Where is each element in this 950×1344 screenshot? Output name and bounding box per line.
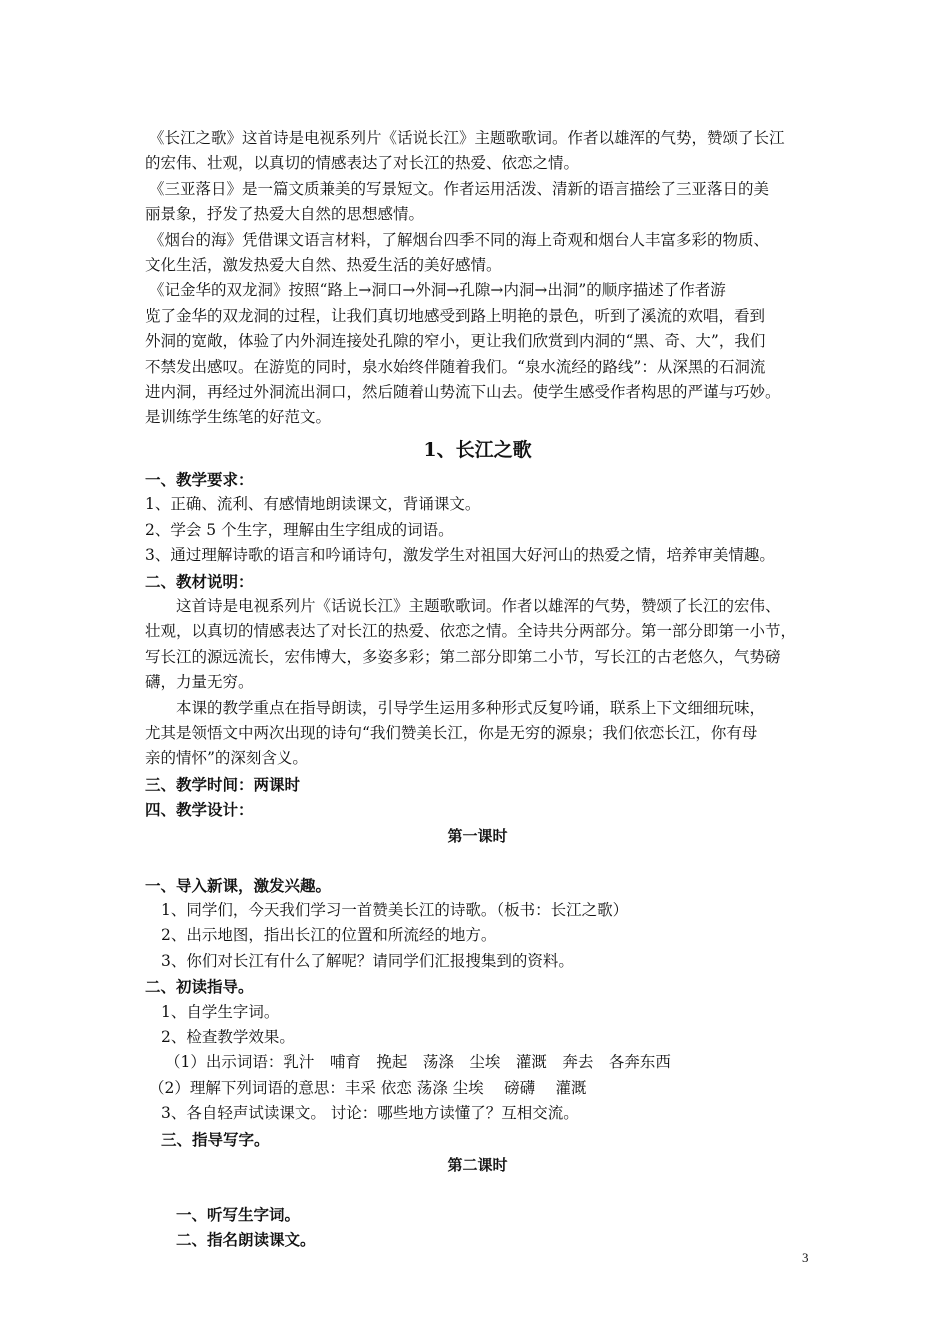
body_c-line: 二、指名朗读课文。 xyxy=(176,1230,316,1250)
body_b-line: 2、出示地图，指出长江的位置和所流经的地方。 xyxy=(161,926,497,945)
section-requirements-and-design xyxy=(145,467,810,823)
page-content xyxy=(145,126,810,1253)
body_a-line: 2、学会 5 个生字，理解由生字组成的词语。 xyxy=(145,520,454,539)
intro-line: 丽景象，抒发了热爱大自然的思想感情。 xyxy=(145,205,425,224)
body_b-line: 2、检查教学效果。 xyxy=(161,1028,295,1046)
body_a-line: 二、教材说明： xyxy=(145,571,254,591)
body_b-line: 1、自学生字词。 xyxy=(161,1002,280,1021)
body_b-line: （2）理解下列词语的意思：丰采 依恋 荡涤 尘埃 磅礴 灌溉 xyxy=(149,1078,587,1097)
intro-line: 文化生活，激发热爱大自然、热爱生活的美好感情。 xyxy=(145,256,502,275)
body_a-line: 写长江的源远流长，宏伟博大，多姿多彩；第二部分即第二小节，写长江的古老悠久，气势磅 xyxy=(145,647,781,666)
body_a-line: 尤其是领悟文中两次出现的诗句“我们赞美长江，你是无穷的源泉；我们依恋长江，你有母 xyxy=(145,723,758,742)
period-2-title: 第二课时 xyxy=(447,1156,508,1175)
body_b-line: 3、你们对长江有什么了解呢？请同学们汇报搜集到的资料。 xyxy=(161,951,574,970)
body_b-line: 1、同学们，今天我们学习一首赞美长江的诗歌。（板书：长江之歌） xyxy=(161,900,629,919)
period-1-title: 第一课时 xyxy=(447,826,508,845)
intro-line: 不禁发出感叹。在游览的同时，泉水始终伴随着我们。“泉水流经的路线”：从深黑的石洞流 xyxy=(145,357,766,376)
body_b-line: 3、各自轻声试读课文。 讨论：哪些地方读懂了？互相交流。 xyxy=(161,1104,579,1123)
body_a-line: 四、教学设计： xyxy=(145,800,254,820)
page-number: 3 xyxy=(802,1250,809,1265)
intro-line: 外洞的宽敞，体验了内外洞连接处孔隙的窄小，更让我们欣赏到内洞的“黑、奇、大”，我们 xyxy=(145,332,766,351)
spacer xyxy=(145,1178,810,1202)
body_a-line: 三、教学时间：两课时 xyxy=(145,774,301,794)
body_a-line: 亲的情怀”的深刻含义。 xyxy=(145,749,308,768)
body_b-line: 三、指导写字。 xyxy=(161,1129,270,1149)
intro-line: 览了金华的双龙洞的过程，让我们真切地感受到路上明艳的景色，听到了溪流的欢唱，看到 xyxy=(145,306,766,325)
body_a-line: 本课的教学重点在指导朗读，引导学生运用多种形式反复吟诵，联系上下文细细玩味， xyxy=(176,698,766,717)
spacer xyxy=(145,849,810,873)
body_a-line: 壮观，以真切的情感表达了对长江的热爱、依恋之情。全诗共分两部分。第一部分即第一小节， xyxy=(145,622,797,641)
intro-line: 《记金华的双龙洞》按照“路上→洞口→外洞→孔隙→内洞→出洞”的顺序描述了作者游 xyxy=(149,281,726,300)
period-2-content xyxy=(145,1202,810,1253)
intro-line: 的宏伟、壮观，以真切的情感表达了对长江的热爱、依恋之情。 xyxy=(145,154,580,173)
body_c-line: 一、听写生字词。 xyxy=(176,1205,301,1225)
intro-line: 《烟台的海》凭借课文语言材料，了解烟台四季不同的海上奇观和烟台人丰富多彩的物质、 xyxy=(149,230,770,249)
body_a-line: 一、教学要求： xyxy=(145,469,254,489)
body_a-line: 3、通过理解诗歌的语言和吟诵诗句，激发学生对祖国大好河山的热爱之情，培养审美情趣。 xyxy=(145,546,775,565)
body_a-line: 这首诗是电视系列片《话说长江》主题歌歌词。作者以雄浑的气势，赞颂了长江的宏伟、 xyxy=(176,596,781,615)
period-1-content xyxy=(145,873,810,1152)
body_b-line: （1）出示词语：乳汁 哺育 挽起 荡涤 尘埃 灌溉 奔去 各奔东西 xyxy=(165,1053,671,1072)
intro-line: 进内洞，再经过外洞流出洞口，然后随着山势流下山去。使学生感受作者构思的严谨与巧妙。 xyxy=(145,383,781,402)
intro-line: 《三亚落日》是一篇文质兼美的写景短文。作者运用活泼、清新的语言描绘了三亚落日的美 xyxy=(149,179,770,198)
body_b-line: 二、初读指导。 xyxy=(145,977,254,997)
intro-line: 是训练学生练笔的好范文。 xyxy=(145,408,332,427)
body_a-line: 1、正确、流利、有感情地朗读课文，背诵课文。 xyxy=(145,495,481,514)
intro-section xyxy=(145,126,810,431)
body_b-line: 一、导入新课，激发兴趣。 xyxy=(145,875,332,895)
body_a-line: 礴，力量无穷。 xyxy=(145,673,254,692)
intro-line: 《长江之歌》这首诗是电视系列片《话说长江》主题歌歌词。作者以雄浑的气势，赞颂了长江 xyxy=(149,129,785,147)
lesson-title: 1、长江之歌 xyxy=(423,438,532,461)
